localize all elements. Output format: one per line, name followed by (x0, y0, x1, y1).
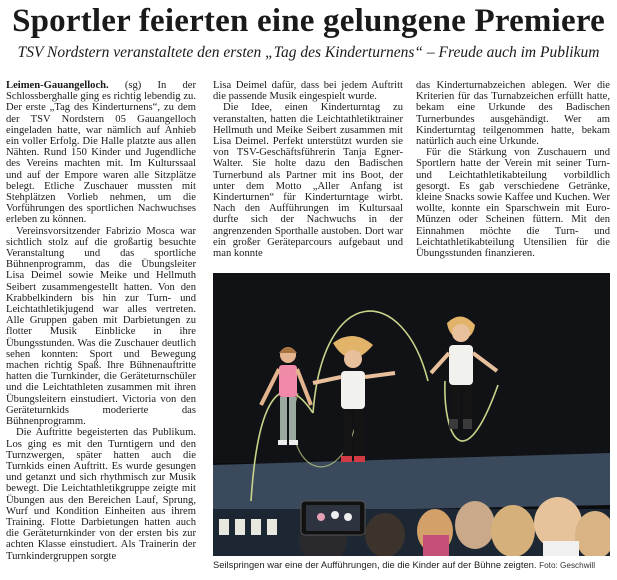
article-photo (213, 273, 610, 556)
paragraph: das Kinderturnabzeichen ablegen. Wer die Kriterien für das Turnabzeichen erfüllt hatte, bekam eine Urkunde des Badischen Turnerbundes ausgehändigt. Wer am Kinderturntag teilgenommen hatte, bekam natürlich auch eine Urkunde. (416, 80, 610, 148)
headline: Sportler feierten eine gelungene Premiere (12, 3, 605, 39)
paragraph (6, 80, 196, 226)
paragraph: Für die Stärkung von Zuschauern und Sportlern hatte der Verein mit seiner Turn- und Leichtathletikabteilung vorbildlich gesorgt. Es gab verschiedene Getränke, kleine Snacks sowie Kaffee und Kuchen. Wer wollte, konnte ein Sparschwein mit Euro-Münzen oder Scheinen füttern. Mit den Einnahmen möchte die Turn- und Leichtathletikabteilung Utensilien für die Übungsstunden finanzieren. (416, 147, 610, 260)
paragraph: Lisa Deimel dafür, dass bei jedem Auftritt die passende Musik eingespielt wurde. (213, 80, 403, 103)
text-column-3 (416, 80, 610, 270)
paragraph: Vereinsvorsitzender Fabrizio Mosca war sichtlich stolz auf die großartig besuchte Veranstaltung und das sportliche Bühnenprogramm, das die Übungsleiter Lisa Deimel sowie Meike und Hellmuth Seibert zusammengestellt hatten. Von den Krabbelkindern bis hin zur Turn- und Leichtathletikjugend war alles vertreten. Alle Gruppen gaben mit Darbietungen zu flotter Musik Einblicke in ihre Übungsstunden. Was die Zuschauer deutlich sehen konnten: Sport und Bewegung machen richtig Spaß. Ihre Bühnenauftritte hatten die Turnkinder, die Geräteturnschüler und die Leichtathleten zusammen mit ihren Übungsleitern einstudiert. Victoria von den Geräteturnkids moderierte das Bühnenprogramm. (6, 225, 196, 428)
rope-skipping-photo-illustration (213, 273, 610, 556)
dateline: Leimen-Gauangelloch. (6, 80, 109, 91)
paragraph: Die Idee, einen Kinderturntag zu veranstalten, hatten die Leichtathletiktrainer Hellmuth und Meike Seibert zusammen mit Lisa Deimel. Perfekt unterstützt wurden sie von TSV-Geschäftsführerin Tanja Egner-Walter. Sie holte dazu den Badischen Turnerbund als Partner mit ins Boot, der unter dem Motto „Aller Anfang ist Kinderturnen“ für Kinderturntage wirbt. Nach den Aufführungen im Kultursaal durfte sich der Nachwuchs in der angrenzenden Sporthalle austoben. Dort war ein großer Geräteparcours aufgebaut und man konnte (213, 102, 403, 260)
text-column-2 (213, 80, 403, 270)
subheadline: TSV Nordstern veranstaltete den ersten „Tag des Kinderturnens“ – Freude auch im Publikum (17, 44, 600, 61)
phone-icon (301, 501, 365, 535)
caption-text: Seilspringen war eine der Aufführungen, die die Kinder auf der Bühne zeigten. (213, 559, 537, 570)
photo-caption (213, 559, 610, 572)
paragraph: Die Auftritte begeisterten das Publikum. Los ging es mit den Turntigern und den Turnzwergen, später hatten auch die Turnkids einen Auftritt. Es wurde gesungen und getanzt und sich rhythmisch zur Musik bewegt. Die Leichtathletikgruppe zeigte mit Übungen aus den Bereichen Lauf, Sprung, Wurf und Kondition Einheiten aus ihrem Training. Flotte Darbietungen hatten auch die Geräteturnkinder von der ersten bis zur achten Klasse einstudiert. Als Trainerin der Turnkindergruppen sorgte (6, 427, 196, 562)
paragraph-text: (sg) In der Schlossberghalle ging es richtig lebendig zu. Der erste „Tag des Kinderturnens“, zu dem der TSV Nordstern 05 Gauangelloch eingeladen hatte, war nämlich auf Anhieb ein voller Erfolg. Die Halle platzte aus allen Nähten. Rund 150 Kinder und Jugendliche des Vereins machten mit. Im Kulturssaal und auf der Empore waren alle Sitzplätze belegt. Etliche Zuschauer mussten mit Stehplätzen Vorlieb nehmen, um die Vorführungen des sportlichen Nachwuchses erleben zu können. (6, 80, 196, 226)
photo-credit: Foto: Geschwill (539, 561, 596, 570)
text-column-1 (6, 80, 196, 576)
